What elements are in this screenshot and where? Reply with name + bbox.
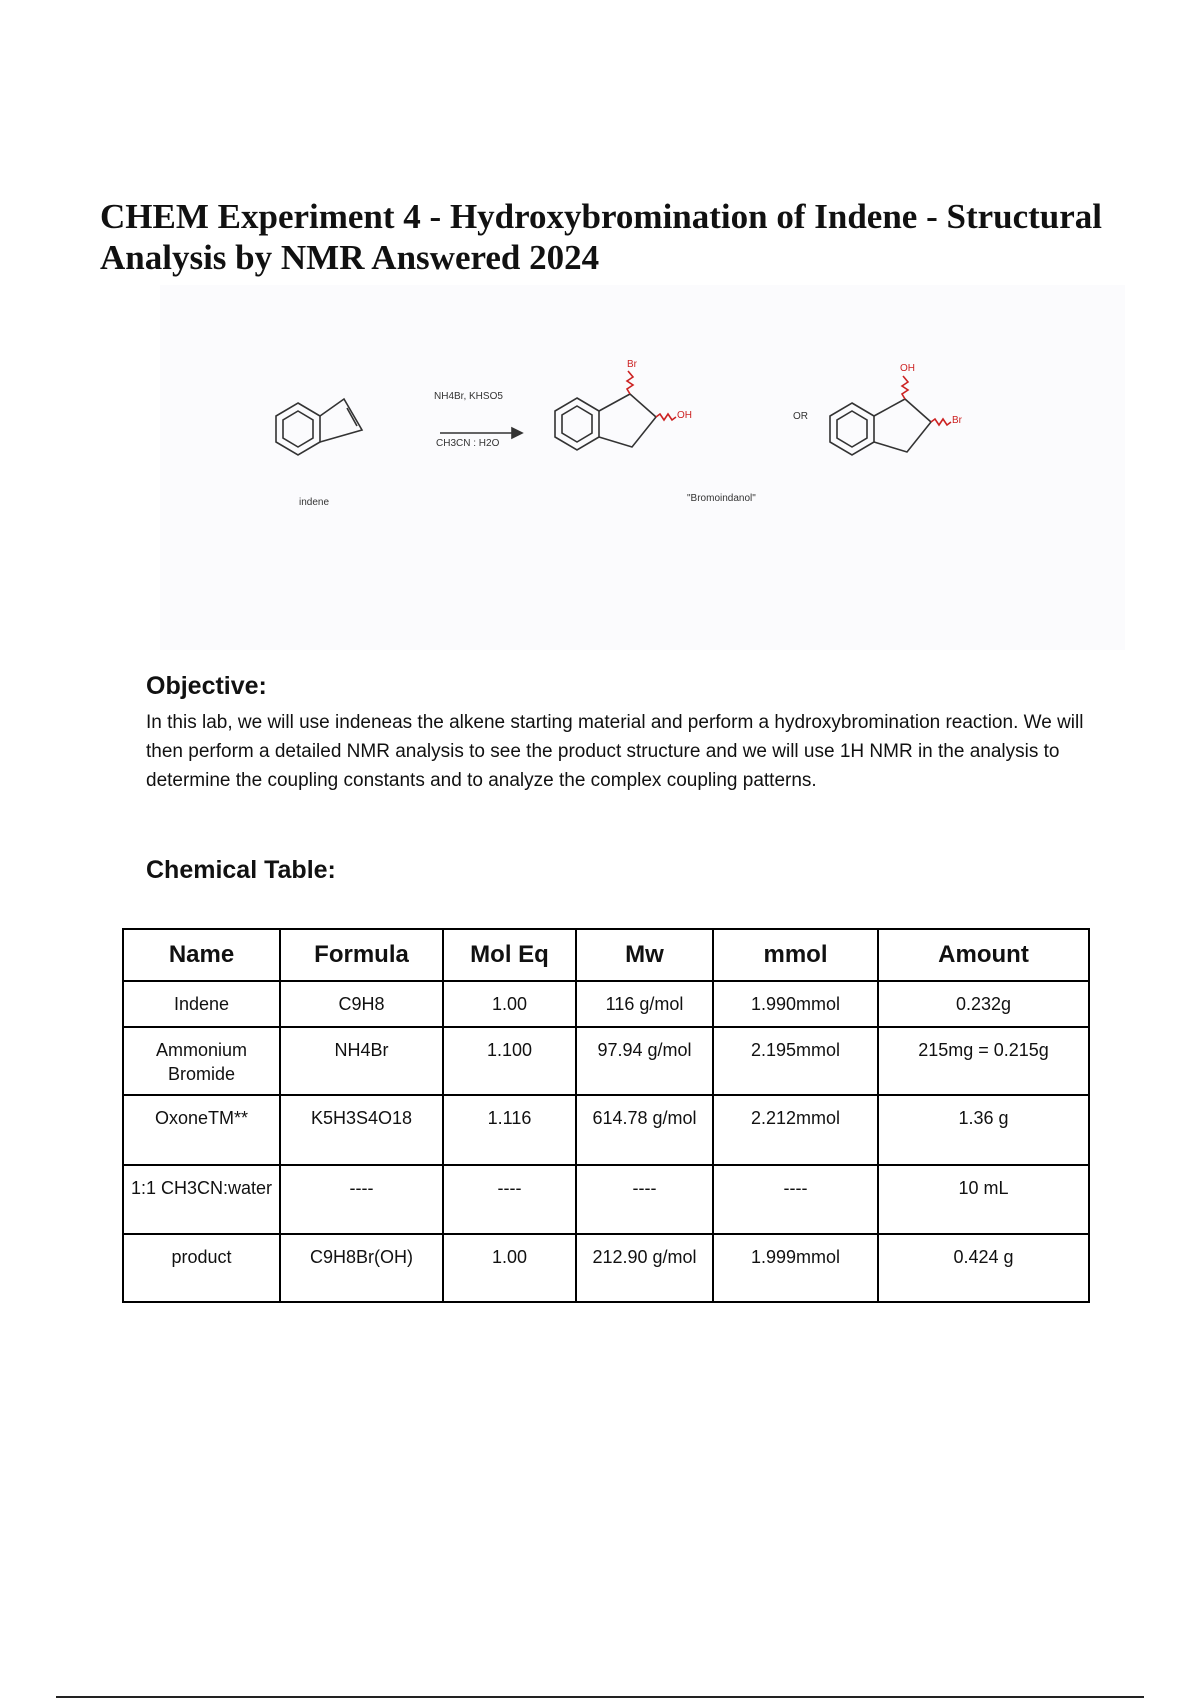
table-cell: K5H3S4O18 <box>280 1095 443 1165</box>
table-row <box>123 1234 1089 1302</box>
column-header: Amount <box>878 929 1089 981</box>
table-cell: Indene <box>123 981 280 1027</box>
table-cell: ---- <box>443 1165 576 1234</box>
table-row <box>123 1095 1089 1165</box>
column-header: Mol Eq <box>443 929 576 981</box>
table-cell: ---- <box>713 1165 878 1234</box>
table-cell: ---- <box>280 1165 443 1234</box>
product2-br-label: Br <box>952 415 962 426</box>
reaction-scheme-drawing <box>160 285 1125 650</box>
page-bottom-rule <box>56 1696 1144 1698</box>
product1-br-label: Br <box>627 359 637 370</box>
table-row <box>123 1165 1089 1234</box>
table-cell: C9H8 <box>280 981 443 1027</box>
table-cell: 1.36 g <box>878 1095 1089 1165</box>
table-cell: 97.94 g/mol <box>576 1027 713 1095</box>
column-header: Formula <box>280 929 443 981</box>
product2-oh-label: OH <box>900 363 915 374</box>
table-cell: 212.90 g/mol <box>576 1234 713 1302</box>
table-row <box>123 1027 1089 1095</box>
column-header: mmol <box>713 929 878 981</box>
table-cell: product <box>123 1234 280 1302</box>
product-structure-2 <box>830 376 951 455</box>
reagents-bottom-label: CH3CN : H2O <box>436 438 500 449</box>
table-cell: 0.232g <box>878 981 1089 1027</box>
reagents-top-label: NH4Br, KHSO5 <box>434 391 503 402</box>
chemical-table-heading: Chemical Table: <box>146 856 336 884</box>
table-row <box>123 981 1089 1027</box>
table-cell: 10 mL <box>878 1165 1089 1234</box>
table-cell: 1.999mmol <box>713 1234 878 1302</box>
product1-oh-label: OH <box>677 410 692 421</box>
table-cell: 1.990mmol <box>713 981 878 1027</box>
product-structure-1 <box>555 371 676 450</box>
table-cell: 2.212mmol <box>713 1095 878 1165</box>
table-cell: Ammonium Bromide <box>123 1027 280 1095</box>
table-cell: 614.78 g/mol <box>576 1095 713 1165</box>
chemical-table <box>122 928 1090 1303</box>
indene-structure <box>276 399 362 455</box>
table-cell: 116 g/mol <box>576 981 713 1027</box>
table-cell: NH4Br <box>280 1027 443 1095</box>
table-cell: 1.116 <box>443 1095 576 1165</box>
reaction-scheme <box>160 285 1125 650</box>
table-cell: ---- <box>576 1165 713 1234</box>
table-cell: 1:1 CH3CN:water <box>123 1165 280 1234</box>
column-header: Mw <box>576 929 713 981</box>
table-header-row <box>123 929 1089 981</box>
objective-heading: Objective: <box>146 672 267 700</box>
or-label: OR <box>793 411 808 422</box>
table-cell: 1.00 <box>443 1234 576 1302</box>
table-cell: 215mg = 0.215g <box>878 1027 1089 1095</box>
table-cell: 0.424 g <box>878 1234 1089 1302</box>
product-label: "Bromoindanol" <box>687 493 756 504</box>
column-header: Name <box>123 929 280 981</box>
reactant-label: indene <box>299 497 330 508</box>
table-cell: 1.00 <box>443 981 576 1027</box>
table-cell: OxoneTM** <box>123 1095 280 1165</box>
page-title: CHEM Experiment 4 - Hydroxybromination of Indene - Structural Analysis by NMR Answered 2024 <box>100 197 1103 277</box>
objective-text: In this lab, we will use indeneas the alkene starting material and perform a hydroxybromination reaction. We will then perform a detailed NMR analysis to see the product structure and we will use 1H NMR in the analysis to determine the coupling constants and to analyze the complex coupling patterns. <box>146 712 1084 791</box>
table-cell: C9H8Br(OH) <box>280 1234 443 1302</box>
table-cell: 2.195mmol <box>713 1027 878 1095</box>
table-cell: 1.100 <box>443 1027 576 1095</box>
